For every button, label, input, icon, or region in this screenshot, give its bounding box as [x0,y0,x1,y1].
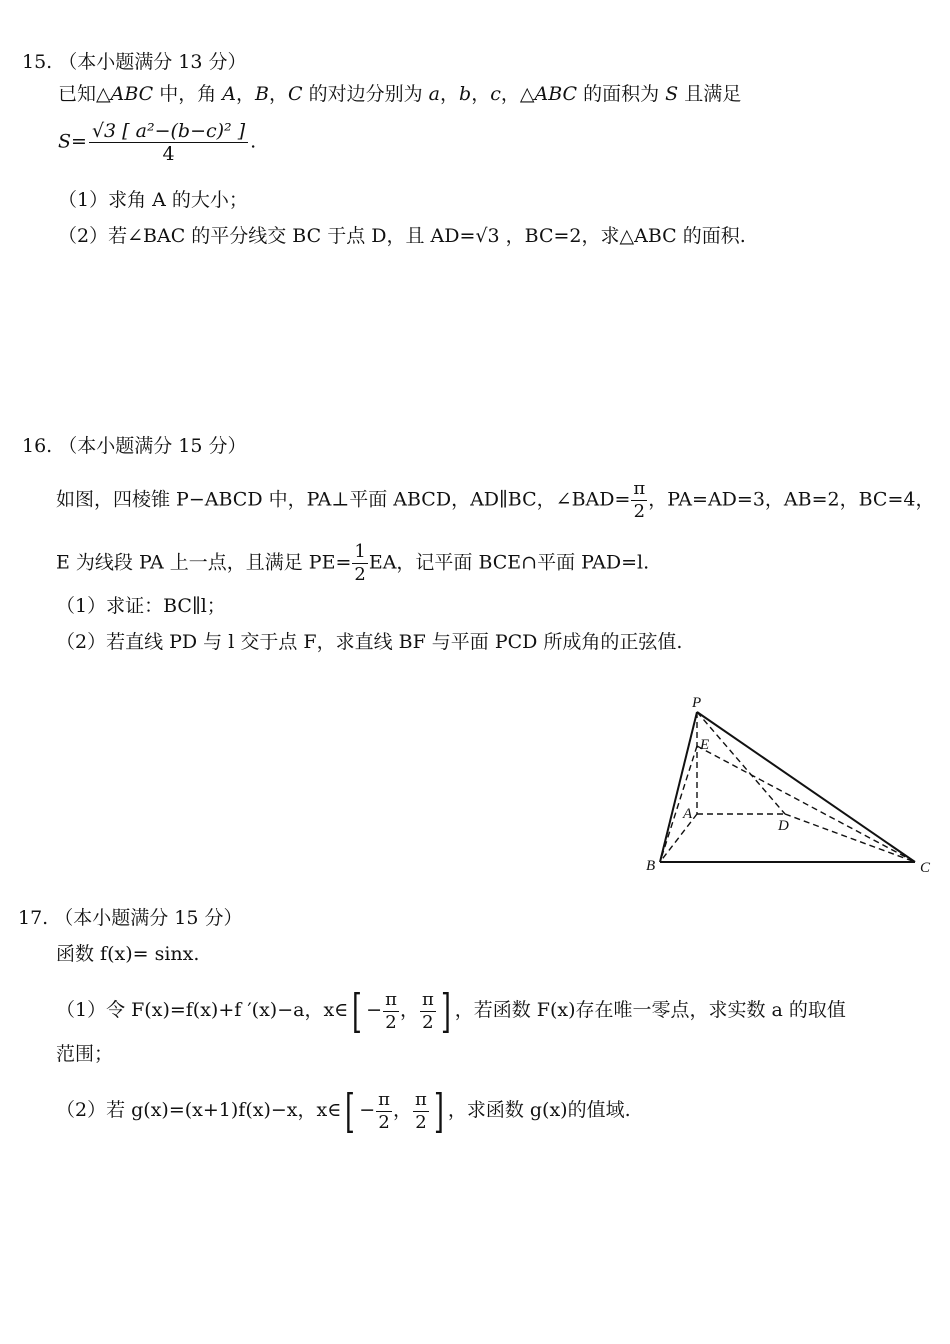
q17-stem: 函数 f(x)= sinx. [56,943,200,965]
label-A: A [683,806,693,822]
q15-stem: 已知△ABC 中，角 A，B，C 的对边分别为 a，b，c，△ABC 的面积为 S 且满足 [58,83,742,105]
edge-PC [697,712,915,862]
q15-part1: （1）求角 A 的大小； [58,189,248,211]
label-E: E [700,737,710,753]
q16-line2: E 为线段 PA 上一点，且满足 PE= $\frac{1}{2}$ EA，记平面 BCE∩平面 PAD=l. [56,541,650,585]
q15-area-formula: S= $\frac{\text{√3 [ a²−(b−c)² ]}}{4}$ . [58,120,257,165]
edge-PB [660,712,697,862]
q17-part2: （2）若 g(x)=(x+1)f(x)−x，x∈[ − $\frac{\pi}{2}$ ， $\frac{\pi}{2}$ ] ，求函数 g(x)的值域. [56,1084,631,1138]
q17-header: 17. （本小题满分 15 分） [18,907,243,929]
label-B: B [646,858,656,874]
q16-header: 16. （本小题满分 15 分） [22,435,247,457]
edge-DC [785,814,915,862]
label-C: C [920,860,931,876]
q16-line1: 如图，四棱锥 P−ABCD 中，PA⊥平面 ABCD，AD∥BC，∠BAD= $\frac{\pi}{2}$ ，PA=AD=3，AB=2，BC=4， [56,478,935,522]
q15-part2: （2）若∠BAC 的平分线交 BC 于点 D，且 AD=√3 ，BC=2，求△ABC 的面积. [58,225,746,247]
formula-denominator: 4 [162,143,175,165]
q17-part1-cont: 范围； [56,1043,114,1065]
pyramid-figure [640,692,940,882]
q16-part2: （2）若直线 PD 与 l 交于点 F，求直线 BF 与平面 PCD 所成角的正弦值. [56,631,683,653]
q15-header: 15. （本小题满分 13 分） [22,51,247,73]
q16-part1: （1）求证：BC∥l； [56,595,226,617]
label-P: P [692,695,702,711]
edge-EC [697,746,915,862]
label-D: D [778,818,789,834]
formula-numerator: √3 [ a²−(b−c)² ] [89,120,248,143]
q17-part1: （1）令 F(x)=f(x)+f ′(x)−a，x∈[ − $\frac{\pi}{2}$ ， $\frac{\pi}{2}$ ] ，若函数 F(x)存在唯一零点，求实数 a 的取值 [56,984,846,1038]
edge-EB [660,746,697,862]
